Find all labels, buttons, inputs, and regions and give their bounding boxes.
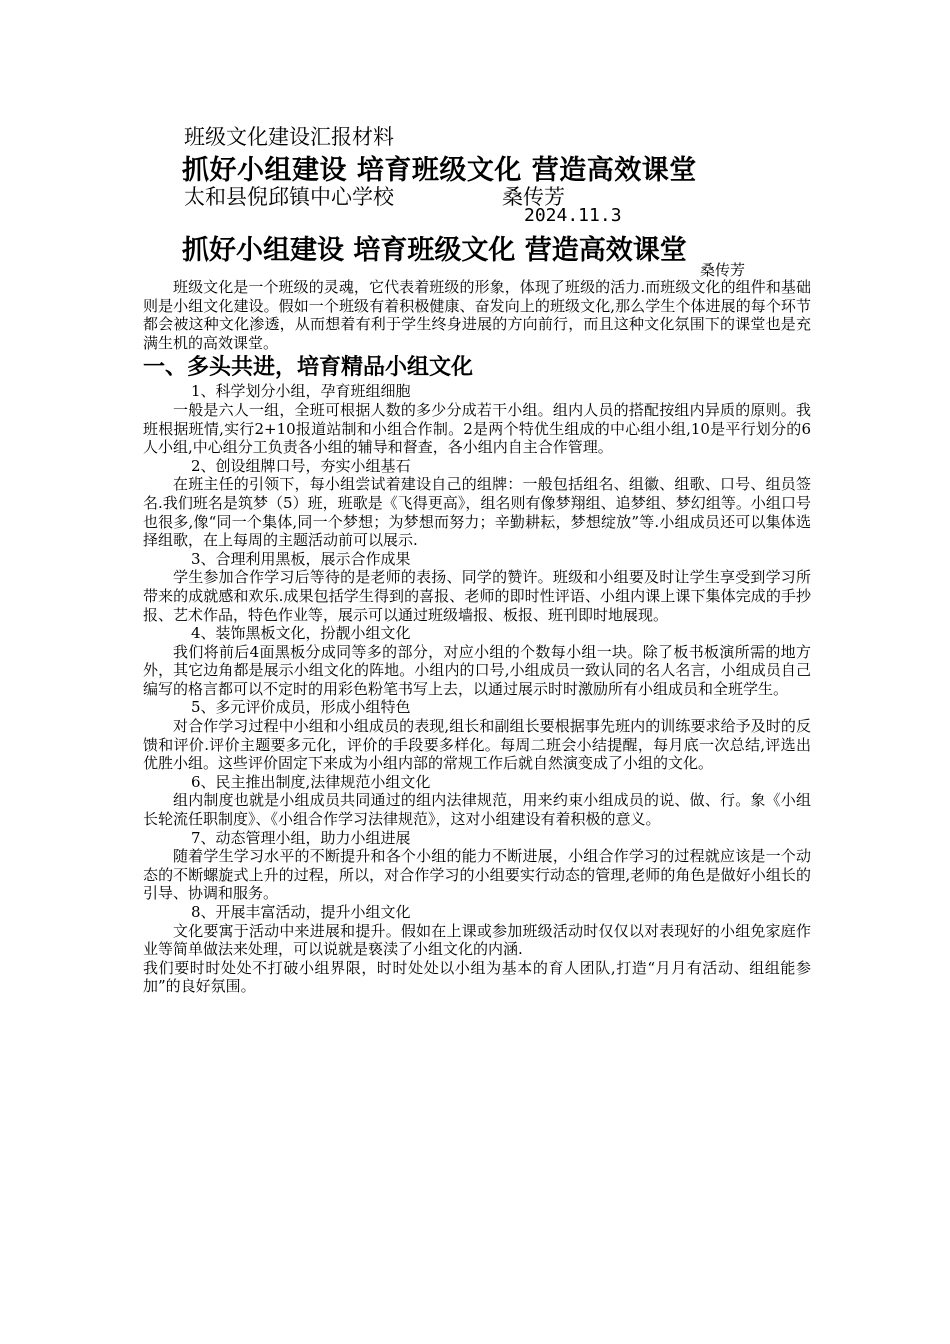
report-label: 班级文化建设汇报材料 — [184, 125, 394, 149]
intro-paragraph: 班级文化是一个班级的灵魂，它代表着班级的形象，体现了班级的活力.而班级文化的组件和基础则是小组文化建设。假如一个班级有着积极健康、奋发向上的班级文化,那么学生个体进展的每个环节都会被这种文化渗透，从而想着有利于学生终身进展的方向前行，而且这种文化氛围下的课堂也是充满生机的高效课堂。 — [143, 278, 811, 352]
main-title: 抓好小组建设 培育班级文化 营造高效课堂 — [182, 155, 697, 186]
school-name: 太和县倪邱镇中心学校 — [184, 185, 394, 209]
report-date: 2024.11.3 — [524, 205, 622, 226]
item-paragraph: 我们将前后4面黑板分成同等多的部分，对应小组的个数每小组一块。除了板书板演所需的地方外，其它边角都是展示小组文化的阵地。小组内的口号,小组成员一致认同的名人名言，小组成员自己编写的格言都可以不定时的用彩色粉笔书写上去，以通过展示时时激励所有小组成员和全班学生。 — [143, 642, 811, 698]
item-title: 2、创设组牌口号，夯实小组基石 — [191, 456, 411, 475]
item-paragraph: 文化要寓于活动中来进展和提升。假如在上课或参加班级活动时仅仅以对表现好的小组免家庭作业等简单做法来处理，可以说就是亵渎了小组文化的内涵. — [143, 921, 811, 959]
repeated-title: 抓好小组建设 培育班级文化 营造高效课堂 — [182, 235, 687, 266]
item-paragraph: 在班主任的引领下，每小组尝试着建设自己的组牌：一般包括组名、组徽、组歌、口号、组员签名.我们班名是筑梦（5）班，班歌是《飞得更高》，组名则有像梦翔组、追梦组、梦幻组等。小组口号也很多,像“同一个集体,同一个梦想；为梦想而努力；辛勤耕耘，梦想绽放”等.小组成员还可以集体选择组歌，在上每周的主题活动前可以展示. — [143, 475, 811, 550]
item-paragraph: 学生参加合作学习后等待的是老师的表扬、同学的赞许。班级和小组要及时让学生享受到学习所带来的成就感和欢乐.成果包括学生得到的喜报、老师的即时性评语、小组内课上课下集体完成的手抄报、艺术作品，特色作业等，展示可以通过班级墙报、板报、班刊即时地展现。 — [143, 568, 811, 624]
item-title: 1、科学划分小组，孕育班组细胞 — [191, 382, 411, 401]
item-title: 4、装饰黑板文化，扮靓小组文化 — [191, 624, 411, 643]
item-paragraph: 随着学生学习水平的不断提升和各个小组的能力不断进展，小组合作学习的过程就应该是一个动态的不断螺旋式上升的过程，所以，对合作学习的小组要实行动态的管理,老师的角色是做好小组长的引导、协调和服务。 — [143, 847, 811, 903]
item-title: 5、多元评价成员，形成小组特色 — [191, 698, 411, 717]
item-paragraph: 一般是六人一组，全班可根据人数的多少分成若干小组。组内人员的搭配按组内异质的原则。我班根据班情,实行2+10报道站制和小组合作制。2是两个特优生组成的中心组小组,10是平行划分的6人小组,中心组分工负责各小组的辅导和督查，各小组内自主合作管理。 — [143, 400, 811, 457]
item-paragraph: 组内制度也就是小组成员共同通过的组内法律规范，用来约束小组成员的说、做、行。象《小组长轮流任职制度》、《小组合作学习法律规范》，这对小组建设有着积极的意义。 — [143, 791, 811, 829]
section-heading: 一、多头共进，培育精品小组文化 — [143, 355, 474, 381]
repeated-author: 桑传芳 — [700, 261, 746, 279]
document-body — [143, 278, 811, 996]
item-title: 8、开展丰富活动，提升小组文化 — [191, 903, 411, 921]
item-title: 7、动态管理小组，助力小组进展 — [191, 828, 411, 847]
closing-paragraph: 我们要时时处处不打破小组界限，时时处处以小组为基本的育人团队,打造“月月有活动、组组能参加”的良好氛围。 — [143, 958, 811, 996]
item-title: 6、民主推出制度,法律规范小组文化 — [191, 772, 431, 791]
author-name: 桑传芳 — [502, 185, 565, 209]
item-paragraph: 对合作学习过程中小组和小组成员的表现,组长和副组长要根据事先班内的训练要求给予及时的反馈和评价.评价主题要多元化，评价的手段要多样化。每周二班会小结提醒，每月底一次总结,评选出优胜小组。这些评价固定下来成为小组内部的常规工作后就自然演变成了小组的文化。 — [143, 717, 811, 773]
item-title: 3、合理利用黑板，展示合作成果 — [191, 549, 411, 568]
